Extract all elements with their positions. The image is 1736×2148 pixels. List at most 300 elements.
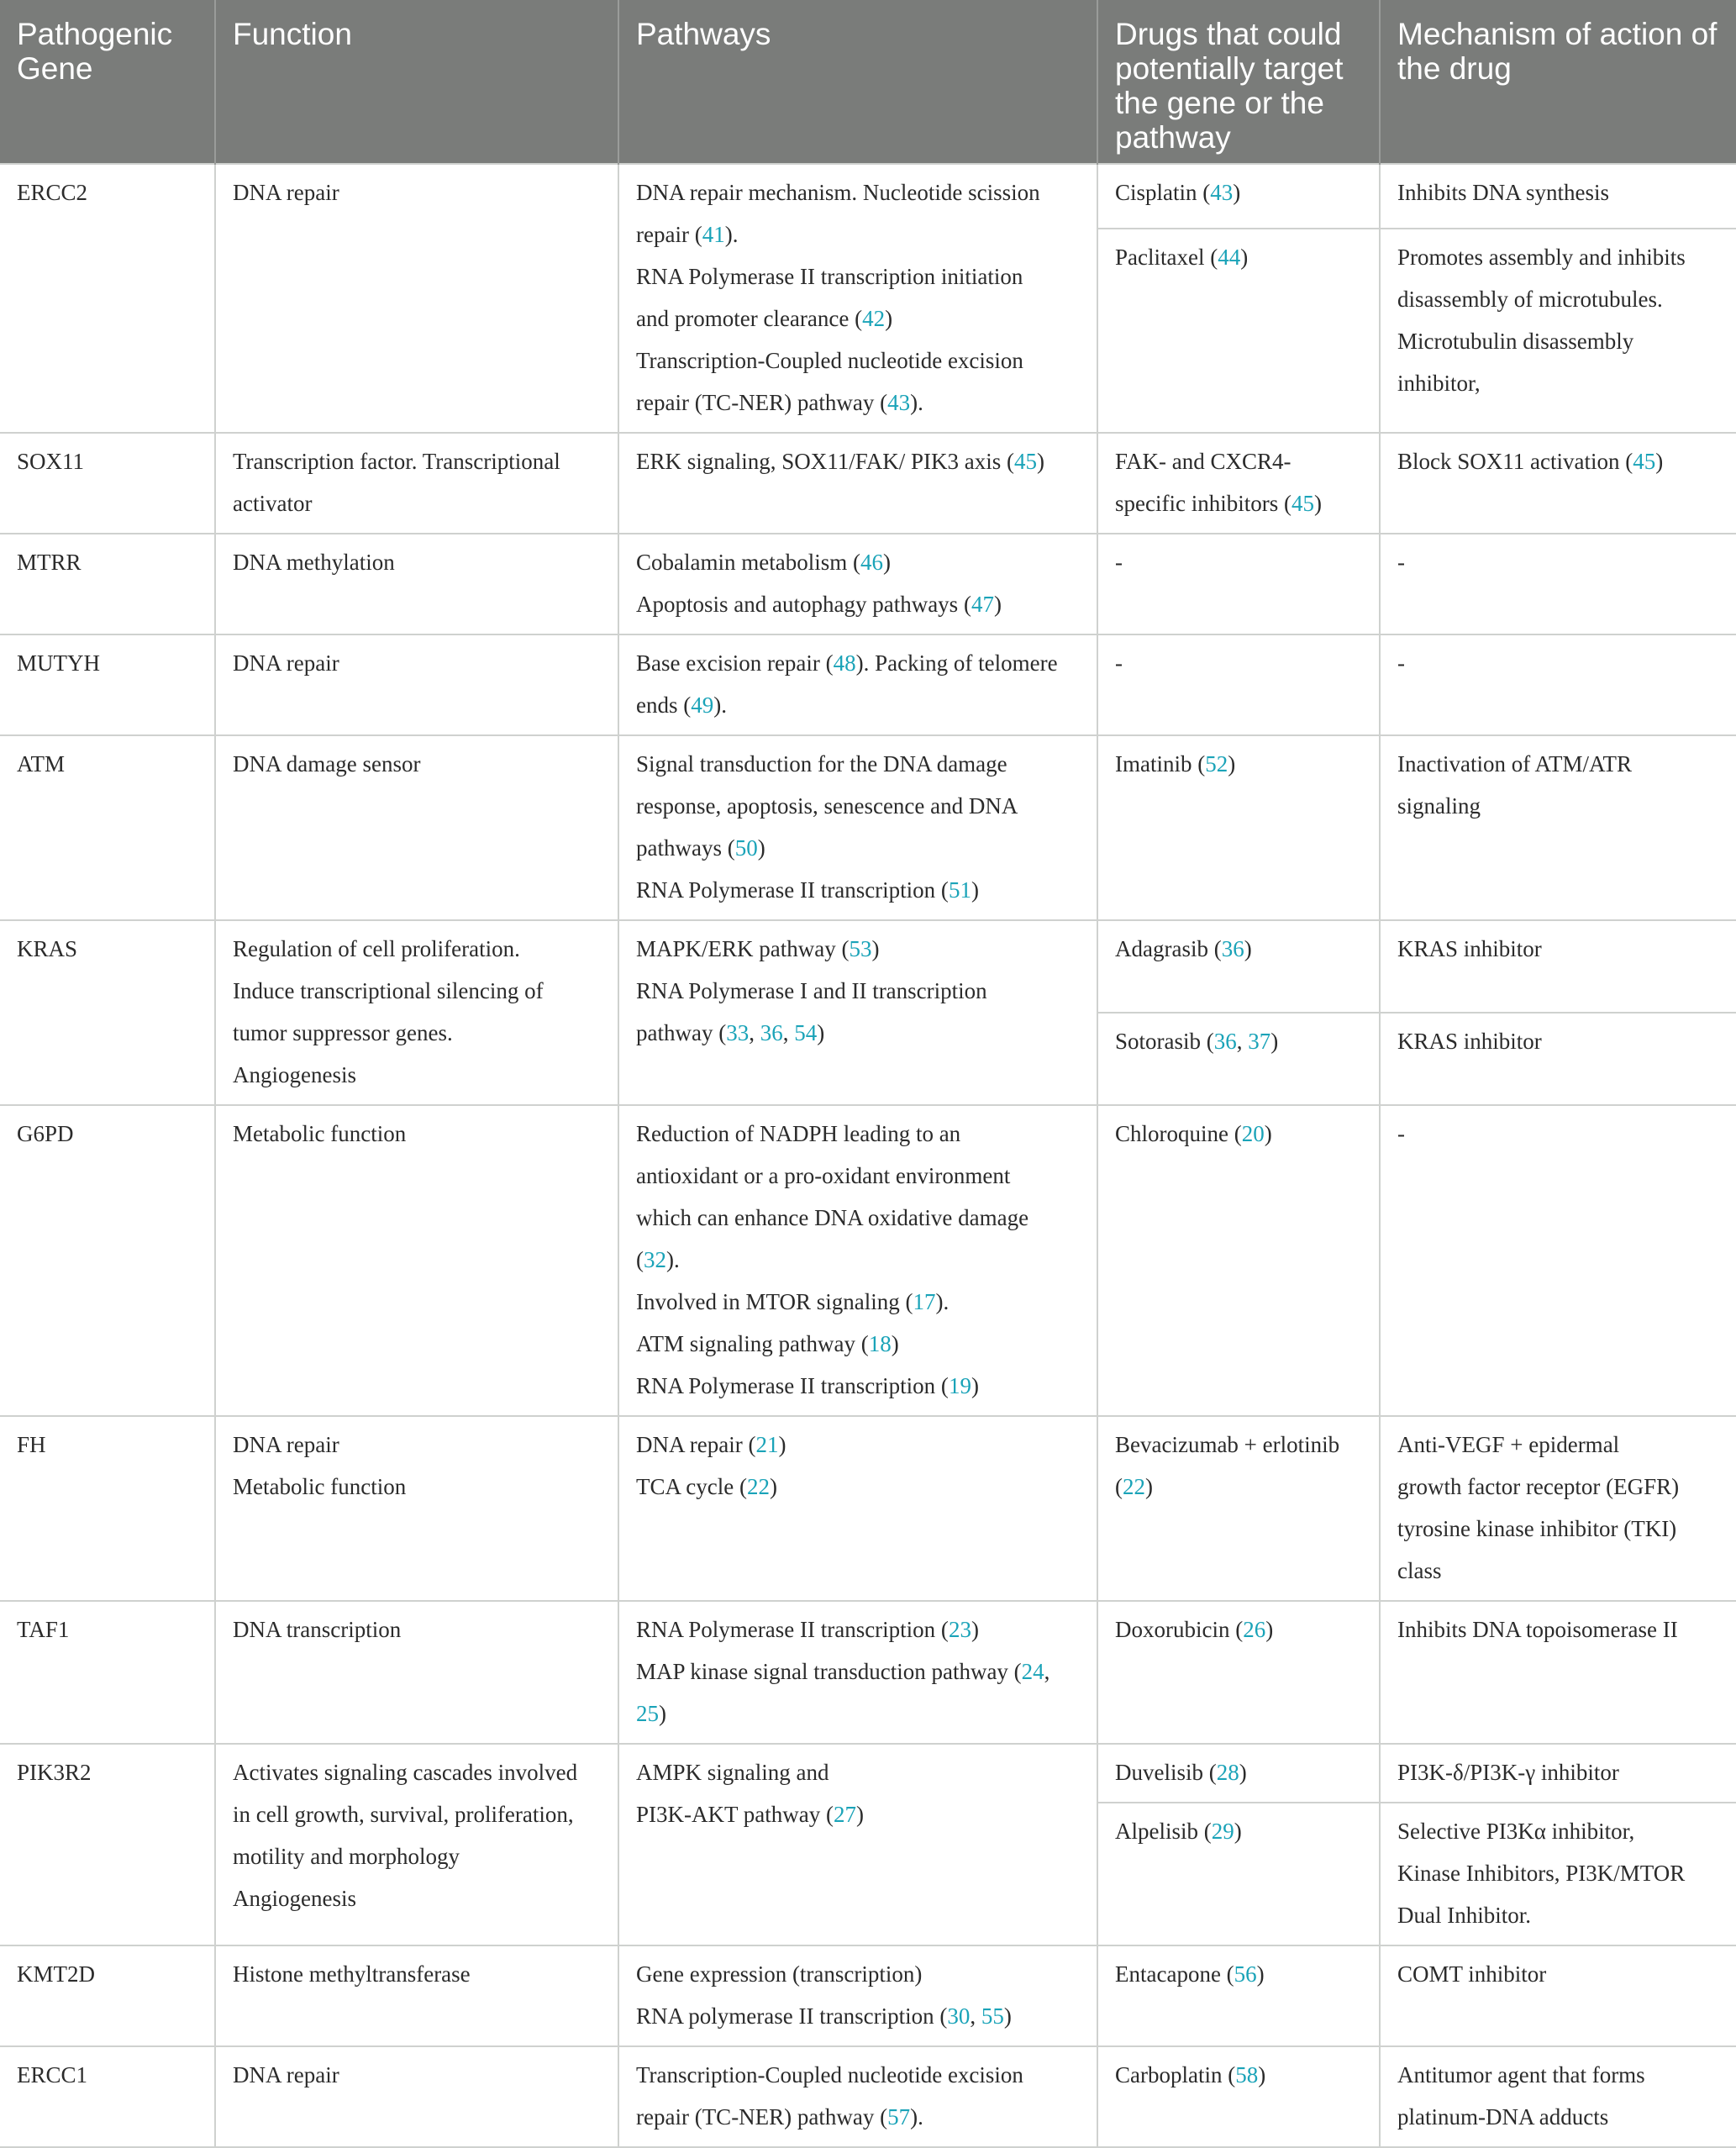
cell-text: platinum-DNA adducts [1397,2104,1609,2130]
cell-text: Kinase Inhibitors, PI3K/MTOR [1397,1861,1686,1886]
mechanism-line [1397,236,1719,278]
cell-text: growth factor receptor (EGFR) [1397,1474,1680,1499]
pathway-line [636,928,1080,970]
drug-line [1115,1113,1362,1155]
cell-text: Microtubulin disassembly [1397,329,1634,355]
cell-text: pathway ( [636,1020,727,1045]
reference-link[interactable]: 45 [1291,491,1314,516]
pathways-cell [618,2046,1097,2147]
gene-cell [0,2046,215,2147]
drug-line [1115,1466,1362,1508]
cell-text: - [1397,1121,1405,1146]
cell-text: Chloroquine ( [1115,1121,1242,1146]
pathway-line [636,1793,1080,1835]
table-row [0,1945,1736,2046]
cell-text: ). [910,390,923,415]
pathway-line [636,2096,1080,2138]
reference-link[interactable]: 26 [1243,1617,1266,1642]
cell-text: ) [993,592,1002,617]
drug-line [1115,1608,1362,1650]
drug-cell [1097,1744,1380,1803]
cell-text: , [782,1020,795,1045]
reference-link[interactable]: 45 [1633,449,1656,474]
reference-link[interactable]: 58 [1235,2062,1259,2087]
drug-cell [1097,229,1380,433]
reference-link[interactable]: 48 [833,650,856,676]
function-cell [215,735,618,920]
mechanism-line [1397,440,1719,482]
pathway-line [636,583,1080,625]
mechanism-line [1397,1852,1719,1894]
pathways-cell [618,1744,1097,1945]
gene-cell [0,735,215,920]
table-header [0,0,1736,164]
pathway-line [636,1113,1080,1155]
gene-cell [0,164,215,433]
cell-text: Promotes assembly and inhibits [1397,245,1686,271]
function-line: Histone methyltransferase [233,1961,471,1987]
drug-cell [1097,1601,1380,1744]
cell-text: ) [1233,180,1241,205]
cell-text: Selective PI3Kα inhibitor, [1397,1819,1635,1844]
cell-text: KRAS inhibitor [1397,1029,1542,1054]
cell-text: ) [885,306,893,331]
cell-text: Alpelisib ( [1115,1819,1212,1844]
function-line: in cell growth, survival, proliferation, [233,1802,574,1827]
cell-text: Antitumor agent that forms [1397,2062,1645,2087]
reference-link[interactable]: 57 [887,2104,911,2130]
cell-text: ) [1239,1760,1247,1785]
cell-text: class [1397,1558,1442,1583]
mechanism-line [1397,642,1719,684]
cell-text: antioxidant or a pro-oxidant environment [636,1163,1011,1188]
mechanism-cell [1380,433,1736,534]
reference-link[interactable]: 28 [1216,1760,1239,1785]
function-line: Activates signaling cascades involved [233,1760,578,1785]
cell-text: ) [769,1474,777,1499]
pathway-line [636,970,1080,1012]
cell-text: ) [817,1020,825,1045]
cell-text: specific inhibitors ( [1115,491,1291,516]
cell-text: Gene expression (transcription) [636,1961,923,1987]
drug-line [1115,1424,1362,1466]
reference-link[interactable]: 46 [860,550,883,575]
cell-text: ) [1234,1819,1242,1844]
gene-cell [0,920,215,1105]
reference-link[interactable]: 45 [1014,449,1038,474]
cell-text: Anti-VEGF + epidermal [1397,1432,1620,1457]
pathway-line [636,1281,1080,1323]
function-cell [215,1945,618,2046]
cell-text: AMPK signaling and [636,1760,829,1785]
function-line: DNA repair [233,1432,339,1457]
gene-cell [0,433,215,534]
cell-text: repair (TC-NER) pathway ( [636,390,888,415]
mechanism-line [1397,2054,1719,2096]
cell-text: , [970,2003,981,2029]
reference-link[interactable]: 42 [862,306,886,331]
drug-line [1115,2054,1362,2096]
mechanism-line [1397,171,1719,213]
table-row [0,920,1736,1013]
cell-text: MAP kinase signal transduction pathway ( [636,1659,1022,1684]
cell-text: Doxorubicin ( [1115,1617,1244,1642]
pathway-line [636,1424,1080,1466]
cell-text: which can enhance DNA oxidative damage [636,1205,1029,1230]
pathway-line [636,340,1080,382]
drug-line [1115,171,1362,213]
pathways-cell [618,1945,1097,2046]
cell-text: Duvelisib ( [1115,1760,1217,1785]
header-drugs: Drugs that could potentially target the gene or the pathway [1097,0,1380,164]
function-cell [215,164,618,433]
reference-link[interactable]: 36 [760,1020,783,1045]
function-line: Induce transcriptional silencing of [233,978,544,1003]
cell-text: ). [666,1247,680,1272]
gene-cell [0,634,215,735]
table-row [0,735,1736,920]
pathway-line [636,1650,1080,1693]
pathway-line [636,2054,1080,2096]
function-line: Regulation of cell proliferation. [233,936,520,961]
pathways-cell [618,1105,1097,1416]
pathway-line [636,1608,1080,1650]
cell-text: RNA polymerase II transcription ( [636,2003,948,2029]
table-row [0,534,1736,634]
cell-text: response, apoptosis, senescence and DNA [636,793,1018,819]
header-row [0,0,1736,164]
pathway-line [636,684,1080,726]
cell-text: ) [1313,491,1322,516]
reference-link[interactable]: 23 [948,1617,971,1642]
function-line: Metabolic function [233,1474,407,1499]
pathway-line [636,255,1080,297]
drug-cell [1097,1013,1380,1105]
function-cell [215,1105,618,1416]
cell-text: RNA Polymerase II transcription initiation [636,264,1023,289]
gene-name: FH [17,1432,46,1457]
pathway-line [636,440,1080,482]
drug-cell [1097,735,1380,920]
reference-link[interactable]: 18 [868,1331,892,1356]
cell-text: Reduction of NADPH leading to an [636,1121,961,1146]
mechanism-line [1397,1424,1719,1466]
cell-text: TCA cycle ( [636,1474,747,1499]
pathway-line [636,1466,1080,1508]
function-line: Angiogenesis [233,1886,356,1911]
reference-link[interactable]: 32 [644,1247,666,1272]
gene-name: MTRR [17,550,82,575]
drug-cell [1097,1945,1380,2046]
cell-text: DNA repair mechanism. Nucleotide scission [636,180,1040,205]
table-row [0,1601,1736,1744]
reference-link[interactable]: 37 [1248,1029,1271,1054]
reference-link[interactable]: 19 [948,1373,971,1398]
gene-cell [0,1105,215,1416]
pathway-line [636,1693,1080,1735]
reference-link[interactable]: 22 [1123,1474,1145,1499]
gene-cell [0,1945,215,2046]
function-line: Transcription factor. Transcriptional [233,449,560,474]
cell-text: ) [1270,1029,1279,1054]
cell-text: ) [882,550,891,575]
cell-text: signaling [1397,793,1481,819]
cell-text: ) [778,1432,786,1457]
mechanism-line [1397,541,1719,583]
cell-text: ) [855,1802,864,1827]
mechanism-line [1397,1608,1719,1650]
reference-link[interactable]: 22 [746,1474,770,1499]
cell-text: - [1115,550,1123,575]
mechanism-cell [1380,534,1736,634]
drug-cell [1097,1416,1380,1601]
mechanism-cell [1380,2046,1736,2147]
mechanism-cell [1380,1601,1736,1744]
cell-text: repair ( [636,222,702,247]
pathway-line [636,827,1080,869]
cell-text: Transcription-Coupled nucleotide excision [636,2062,1023,2087]
cell-text: Cobalamin metabolism ( [636,550,860,575]
reference-link[interactable]: 21 [755,1432,779,1457]
table-row [0,1105,1736,1416]
gene-cell [0,1744,215,1945]
mechanism-cell [1380,1105,1736,1416]
cell-text: ATM signaling pathway ( [636,1331,869,1356]
pathway-line [636,1197,1080,1239]
reference-link[interactable]: 50 [734,835,758,861]
gene-name: ATM [17,751,66,777]
cell-text: COMT inhibitor [1397,1961,1547,1987]
reference-link[interactable]: 30 [947,2003,971,2029]
mechanism-cell [1380,164,1736,229]
reference-link[interactable]: 43 [1210,180,1234,205]
pathways-cell [618,735,1097,920]
cell-text: KRAS inhibitor [1397,936,1542,961]
cell-text: ) [871,936,880,961]
function-line: DNA methylation [233,550,395,575]
reference-link[interactable]: 36 [1221,936,1244,961]
cell-text: ) [971,1373,979,1398]
mechanism-cell [1380,1744,1736,1803]
cell-text: ) [1145,1474,1153,1499]
cell-text: and promoter clearance ( [636,306,863,331]
mechanism-cell [1380,920,1736,1013]
drug-cell [1097,1803,1380,1945]
mechanism-line [1397,1020,1719,1062]
mechanism-cell [1380,229,1736,433]
gene-name: KMT2D [17,1961,95,1987]
cell-text: , [1236,1029,1249,1054]
cell-text: Base excision repair ( [636,650,834,676]
gene-cell [0,1601,215,1744]
pathways-cell [618,634,1097,735]
reference-link[interactable]: 41 [702,222,725,247]
pathway-line [636,1323,1080,1365]
mechanism-line [1397,1466,1719,1508]
function-line: DNA repair [233,2062,339,2087]
pathway-line [636,171,1080,213]
reference-link[interactable]: 44 [1218,245,1241,271]
function-line: DNA transcription [233,1617,402,1642]
cell-text: ) [1037,449,1045,474]
reference-link[interactable]: 33 [726,1020,750,1045]
cell-text: ). Packing of telomere [855,650,1058,676]
cell-text: RNA Polymerase II transcription ( [636,1617,949,1642]
function-cell [215,1601,618,1744]
drug-line [1115,440,1362,482]
reference-link[interactable]: 43 [887,390,911,415]
header-function: Function [215,0,618,164]
mechanism-cell [1380,1803,1736,1945]
function-cell [215,2046,618,2147]
cell-text: Signal transduction for the DNA damage [636,751,1007,777]
function-cell [215,634,618,735]
reference-link[interactable]: 51 [948,877,971,903]
cell-text: Involved in MTOR signaling ( [636,1289,913,1314]
mechanism-cell [1380,1945,1736,2046]
cell-text: Cisplatin ( [1115,180,1211,205]
pathway-line [636,1953,1080,1995]
reference-link[interactable]: 53 [849,936,872,961]
cell-text: ) [1264,1121,1272,1146]
mechanism-line [1397,1810,1719,1852]
gene-name: ERCC2 [17,180,88,205]
cell-text: Dual Inhibitor. [1397,1903,1531,1928]
cell-text: ) [1258,2062,1266,2087]
pathway-line [636,1365,1080,1407]
drug-line [1115,928,1362,970]
mechanism-cell [1380,634,1736,735]
drug-line [1115,743,1362,785]
pathways-cell [618,433,1097,534]
table-body [0,164,1736,2147]
cell-text: PI3K-AKT pathway ( [636,1802,834,1827]
drug-line [1115,1020,1362,1062]
mechanism-cell [1380,735,1736,920]
reference-link[interactable]: 27 [833,1802,856,1827]
cell-text: FAK- and CXCR4- [1115,449,1291,474]
pathway-line [636,297,1080,340]
reference-link[interactable]: 17 [913,1289,936,1314]
reference-link[interactable]: 25 [636,1701,659,1726]
drug-line [1115,1953,1362,1995]
drug-cell [1097,164,1380,229]
function-cell [215,433,618,534]
mechanism-line [1397,1751,1719,1793]
table-row [0,433,1736,534]
cell-text: ) [971,877,979,903]
reference-link[interactable]: 24 [1021,1659,1044,1684]
function-cell [215,534,618,634]
function-line: activator [233,491,313,516]
cell-text: Inactivation of ATM/ATR [1397,751,1632,777]
cell-text: RNA Polymerase II transcription ( [636,877,949,903]
reference-link[interactable]: 55 [981,2003,1004,2029]
drug-cell [1097,2046,1380,2147]
cell-text: Transcription-Coupled nucleotide excision [636,348,1023,373]
function-line: tumor suppressor genes. [233,1020,453,1045]
cell-text: ) [1256,1961,1265,1987]
cell-text: ). [713,692,727,718]
pathway-line [636,785,1080,827]
mechanism-line [1397,743,1719,785]
mechanism-line [1397,1894,1719,1936]
reference-link[interactable]: 56 [1234,1961,1257,1987]
drug-cell [1097,433,1380,534]
cell-text: ends ( [636,692,692,718]
drug-line [1115,1751,1362,1793]
cell-text: Block SOX11 activation ( [1397,449,1633,474]
cell-text: RNA Polymerase II transcription ( [636,1373,949,1398]
gene-name: TAF1 [17,1617,70,1642]
gene-name: SOX11 [17,449,85,474]
pathway-line [636,642,1080,684]
pathway-line [636,1239,1080,1281]
pathway-line [636,1995,1080,2037]
function-line: Angiogenesis [233,1062,356,1087]
reference-link[interactable]: 47 [971,592,994,617]
cell-text: Adagrasib ( [1115,936,1222,961]
cell-text: DNA repair ( [636,1432,756,1457]
function-line: DNA repair [233,650,339,676]
cell-text: ) [1265,1617,1274,1642]
reference-link[interactable]: 36 [1213,1029,1237,1054]
mechanism-line [1397,1113,1719,1155]
table-row [0,1416,1736,1601]
cell-text: ). [910,2104,923,2130]
drug-cell [1097,534,1380,634]
cell-text: ) [1655,449,1664,474]
cell-text: Entacapone ( [1115,1961,1234,1987]
mechanism-line [1397,1550,1719,1592]
cell-text: tyrosine kinase inhibitor (TKI) [1397,1516,1677,1541]
table-row [0,164,1736,229]
cell-text: Paclitaxel ( [1115,245,1218,271]
gene-cell [0,1416,215,1601]
cell-text: PI3K-δ/PI3K-γ inhibitor [1397,1760,1619,1785]
pathways-cell [618,1601,1097,1744]
table-row [0,634,1736,735]
cell-text: ( [636,1247,644,1272]
drug-line [1115,642,1362,684]
reference-link[interactable]: 49 [691,692,714,718]
reference-link[interactable]: 52 [1205,751,1228,777]
pathway-line [636,743,1080,785]
cell-text: Inhibits DNA topoisomerase II [1397,1617,1678,1642]
cell-text: - [1115,650,1123,676]
gene-name: KRAS [17,936,78,961]
header-mechanism: Mechanism of action of the drug [1380,0,1736,164]
reference-link[interactable]: 54 [794,1020,818,1045]
reference-link[interactable]: 29 [1211,1819,1234,1844]
table-row [0,2046,1736,2147]
function-cell [215,1744,618,1945]
cell-text: - [1397,550,1405,575]
pathways-cell [618,534,1097,634]
cell-text: Carboplatin ( [1115,2062,1236,2087]
gene-name: G6PD [17,1121,74,1146]
table-row [0,1744,1736,1803]
cell-text: ) [971,1617,979,1642]
cell-text: Inhibits DNA synthesis [1397,180,1610,205]
pathways-cell [618,164,1097,433]
cell-text: ) [659,1701,666,1726]
cell-text: Apoptosis and autophagy pathways ( [636,592,971,617]
mechanism-line [1397,1508,1719,1550]
mechanism-cell [1380,1013,1736,1105]
reference-link[interactable]: 20 [1241,1121,1265,1146]
pathway-line [636,869,1080,911]
